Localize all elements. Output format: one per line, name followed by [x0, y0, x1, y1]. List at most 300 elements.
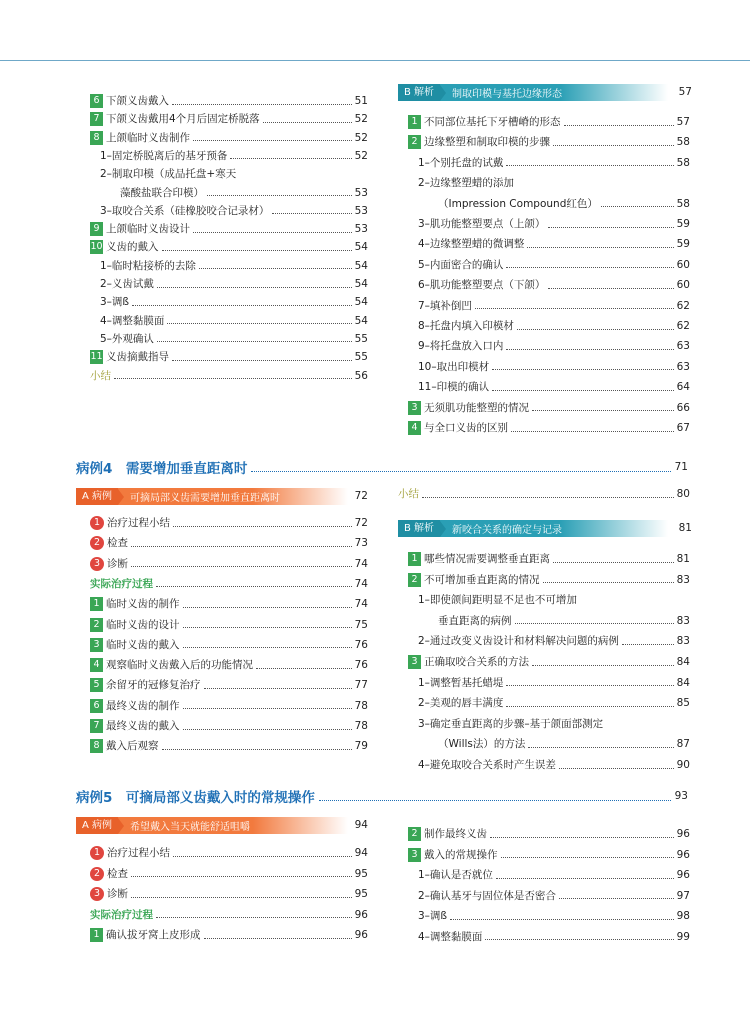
toc-entry[interactable] — [418, 298, 690, 314]
toc-entry[interactable] — [90, 617, 368, 633]
entry-page: 63 — [676, 360, 690, 373]
number-box: 7 — [90, 719, 103, 733]
entry-page: 96 — [354, 929, 368, 941]
entry-page: 74 — [354, 577, 368, 590]
entry-page: 64 — [676, 381, 690, 394]
toc-entry[interactable] — [418, 695, 690, 711]
entry-page: 59 — [676, 218, 690, 230]
entry-page: 74 — [354, 598, 368, 611]
entry-page: 55 — [354, 351, 368, 364]
entry-text: 1–即使颌间距明显不足也不可增加 — [418, 594, 577, 607]
entry-page: 52 — [354, 149, 368, 162]
number-circle: 3 — [90, 887, 104, 901]
entry-page: 90 — [676, 759, 690, 771]
banner-page-number: 57 — [678, 86, 692, 98]
leader-dots — [272, 213, 351, 214]
leader-dots — [183, 729, 352, 730]
leader-dots — [601, 206, 674, 207]
entry-page: 96 — [676, 869, 690, 881]
toc-entry[interactable] — [398, 486, 690, 502]
toc-entry[interactable] — [100, 258, 368, 274]
toc-entry[interactable] — [418, 716, 690, 732]
number-circle: 3 — [90, 557, 104, 571]
entry-text: 1–确认是否就位 — [418, 869, 493, 881]
banner-title: 可摘局部义齿需要增加垂直距离时 — [130, 493, 281, 504]
case4-heading — [76, 457, 688, 477]
entry-text: 1–调整暂基托蜡堤 — [418, 676, 504, 689]
entry-page: 99 — [676, 930, 690, 943]
leader-dots — [517, 329, 674, 330]
entry-page: 84 — [676, 656, 690, 668]
toc-entry[interactable] — [438, 613, 690, 629]
entry-page: 54 — [354, 296, 368, 309]
banner-page — [668, 84, 692, 101]
leader-dots — [506, 349, 673, 350]
toc-entry[interactable] — [408, 551, 690, 567]
toc-entry[interactable] — [90, 738, 368, 754]
entry-page: 83 — [676, 573, 690, 586]
leader-dots — [532, 410, 674, 411]
leader-dots — [131, 566, 352, 567]
leader-dots — [548, 227, 673, 228]
leader-dots — [183, 607, 352, 608]
leader-dots — [156, 917, 352, 918]
toc-entry[interactable] — [418, 338, 690, 354]
entry-text: 3–调ß — [418, 910, 448, 922]
number-box: 3 — [408, 848, 421, 862]
entry-page: 74 — [354, 557, 368, 570]
banner-chevron — [440, 85, 446, 101]
leader-dots — [183, 627, 352, 628]
entry-page: 58 — [676, 156, 690, 169]
leader-dots — [207, 195, 352, 196]
toc-entry[interactable] — [438, 736, 690, 752]
entry-page: 58 — [676, 136, 690, 149]
entry-text: 实际治疗过程 — [90, 908, 153, 921]
number-box: 3 — [408, 655, 421, 669]
entry-page: 98 — [676, 910, 690, 922]
toc-entry[interactable] — [418, 359, 690, 375]
toc-entry[interactable] — [418, 633, 690, 649]
entry-page: 83 — [676, 635, 690, 648]
number-box: 1 — [90, 928, 103, 942]
toc-entry[interactable] — [100, 313, 368, 329]
leader-dots — [204, 938, 352, 939]
number-circle: 2 — [90, 536, 104, 550]
case4-page: 71 — [674, 461, 688, 473]
leader-dots — [183, 708, 352, 709]
entry-page: 67 — [676, 422, 690, 434]
entry-page: 77 — [354, 679, 368, 692]
toc-entry[interactable] — [418, 257, 690, 273]
toc-entry[interactable] — [90, 845, 368, 861]
entry-page: 60 — [676, 279, 690, 292]
header-rule — [0, 60, 750, 61]
entry-text: 观察临时义齿戴入后的功能情况 — [106, 659, 253, 672]
entry-page: 78 — [354, 720, 368, 732]
toc-entry[interactable] — [90, 111, 368, 127]
entry-page: 62 — [676, 299, 690, 312]
banner-title: 新咬合关系的确定与记录 — [452, 525, 563, 536]
entry-page: 55 — [354, 332, 368, 345]
entry-page: 96 — [676, 828, 690, 840]
entry-page: 54 — [354, 278, 368, 290]
leader-dots — [553, 562, 674, 563]
entry-page: 52 — [354, 131, 368, 144]
leader-dots — [506, 165, 673, 166]
number-box: 2 — [408, 573, 421, 587]
entry-page: 76 — [354, 659, 368, 672]
number-circle: 1 — [90, 516, 104, 530]
entry-text: 余留牙的冠修复治疗 — [106, 679, 201, 692]
entry-text: 1–临时粘接桥的去除 — [100, 259, 196, 272]
section-banner-a — [76, 817, 348, 834]
entry-page: 53 — [354, 204, 368, 217]
toc-entry[interactable] — [100, 331, 368, 347]
toc-entry[interactable] — [418, 888, 690, 904]
toc-entry[interactable] — [408, 420, 690, 436]
entry-text: 2–义齿试戴 — [100, 278, 154, 290]
entry-page: 66 — [676, 401, 690, 414]
leader-dots — [114, 378, 352, 379]
entry-page: 54 — [354, 259, 368, 272]
toc-entry[interactable] — [90, 886, 368, 902]
banner-page — [668, 520, 692, 537]
toc-entry[interactable] — [418, 379, 690, 395]
entry-page: 97 — [676, 889, 690, 902]
toc-entry[interactable] — [100, 294, 368, 310]
number-box: 7 — [90, 112, 103, 126]
toc-entry[interactable] — [90, 866, 368, 882]
leader-dots — [131, 546, 352, 547]
toc-entry[interactable] — [408, 826, 690, 842]
entry-page: 63 — [676, 340, 690, 353]
entry-text: 戴入的常规操作 — [424, 848, 498, 861]
section-banner-b — [398, 84, 668, 101]
entry-text: 诊断 — [107, 557, 128, 570]
toc-entry[interactable] — [408, 847, 690, 863]
number-box: 4 — [90, 658, 103, 672]
toc-entry[interactable] — [90, 677, 368, 693]
banner-page-number: 81 — [678, 522, 692, 534]
entry-page: 81 — [676, 553, 690, 565]
number-box: 11 — [90, 351, 103, 363]
entry-page: 58 — [676, 197, 690, 210]
number-box: 6 — [90, 94, 103, 108]
number-circle: 2 — [90, 867, 104, 881]
entry-text: 2–确认基牙与固位体是否密合 — [418, 889, 556, 902]
case5-heading — [76, 786, 688, 806]
entry-text: 不同部位基托下牙槽嵴的形态 — [424, 116, 561, 128]
section-banner-a — [76, 488, 348, 505]
leader-dots — [450, 919, 674, 920]
entry-page: 95 — [354, 888, 368, 900]
entry-page: 78 — [354, 699, 368, 712]
toc-entry[interactable] — [90, 368, 368, 384]
number-box: 1 — [408, 552, 421, 566]
leader-dots — [183, 647, 352, 648]
toc-entry[interactable] — [90, 515, 368, 531]
toc-entry[interactable] — [90, 927, 368, 943]
leader-dots — [559, 768, 674, 769]
toc-entry[interactable] — [100, 203, 368, 219]
toc-entry[interactable] — [438, 196, 690, 212]
number-box: 8 — [90, 739, 103, 753]
case5-title: 病例5 可摘局部义齿戴入时的常规操作 — [76, 790, 315, 806]
entry-text: 1–固定桥脱离后的基牙预备 — [100, 149, 228, 162]
leader-dots — [506, 685, 673, 686]
entry-page: 79 — [354, 740, 368, 753]
leader-dots — [162, 250, 352, 251]
toc-entry[interactable] — [90, 718, 368, 734]
leader-dots — [485, 939, 673, 940]
entry-page: 51 — [354, 95, 368, 107]
banner-title: 制取印模与基托边缘形态 — [452, 89, 563, 100]
entry-text: 7–填补倒凹 — [418, 299, 472, 312]
entry-page: 54 — [354, 241, 368, 254]
entry-text: 8–托盘内填入印模材 — [418, 320, 514, 332]
entry-text: 确认拔牙窝上皮形成 — [106, 929, 201, 941]
banner-page — [348, 488, 368, 505]
banner-label: A 病例 — [76, 488, 118, 505]
number-box: 10 — [90, 241, 103, 253]
banner-chevron — [118, 489, 124, 505]
banner-page-number: 94 — [354, 819, 368, 831]
entry-text: 正确取咬合关系的方法 — [424, 656, 529, 668]
entry-page: 53 — [354, 186, 368, 199]
number-box: 8 — [90, 131, 103, 145]
entry-text: 边缘整塑和制取印模的步骤 — [424, 136, 550, 149]
leader-dots — [559, 898, 674, 899]
entry-page: 54 — [354, 314, 368, 327]
leader-dots — [172, 104, 352, 105]
entry-text: 上颌临时义齿设计 — [106, 223, 190, 236]
entry-text: 10–取出印模材 — [418, 360, 490, 373]
leader-dots — [156, 586, 352, 587]
entry-page: 84 — [676, 676, 690, 689]
banner-label: B 解析 — [398, 84, 440, 101]
toc-entry[interactable] — [418, 675, 690, 691]
toc-entry[interactable] — [408, 400, 690, 416]
number-box: 2 — [408, 827, 421, 841]
leader-dots — [527, 247, 673, 248]
entry-page: 53 — [354, 223, 368, 236]
leader-dots — [162, 749, 352, 750]
entry-page: 52 — [354, 113, 368, 126]
entry-text: 制作最终义齿 — [424, 828, 487, 840]
banner-page-number: 72 — [354, 490, 368, 502]
entry-page: 95 — [354, 867, 368, 880]
entry-page: 80 — [676, 488, 690, 500]
leader-dots — [490, 837, 674, 838]
entry-page: 76 — [354, 638, 368, 651]
number-box: 9 — [90, 222, 103, 236]
toc-entry[interactable] — [100, 276, 368, 292]
leader-dots — [622, 644, 674, 645]
toc-entry[interactable] — [90, 657, 368, 673]
toc-entry[interactable] — [90, 349, 368, 365]
leader-dots — [511, 431, 674, 432]
entry-page: 57 — [676, 116, 690, 128]
toc-entry[interactable] — [418, 592, 690, 608]
entry-text: 义齿的戴入 — [106, 241, 159, 254]
toc-entry[interactable] — [90, 637, 368, 653]
leader-dots — [506, 706, 673, 707]
leader-dots — [528, 747, 673, 748]
entry-text: 上颌临时义齿制作 — [106, 131, 190, 144]
toc-entry[interactable] — [418, 277, 690, 293]
toc-entry[interactable] — [418, 908, 690, 924]
entry-page: 87 — [676, 738, 690, 751]
entry-text: 无须肌功能整塑的情况 — [424, 401, 529, 414]
entry-text: 4–边缘整塑蜡的微调整 — [418, 238, 525, 251]
toc-entry[interactable] — [120, 185, 368, 201]
toc-entry[interactable] — [418, 236, 690, 252]
entry-text: 实际治疗过程 — [90, 577, 153, 590]
leader-dots — [132, 305, 352, 306]
leader-dots — [204, 688, 352, 689]
entry-text: 2–通过改变义齿设计和材料解决问题的病例 — [418, 635, 619, 648]
number-box: 2 — [90, 618, 103, 632]
entry-text: （Impression Compound红色） — [438, 197, 598, 210]
leader-dots — [131, 876, 352, 877]
section-banner-b — [398, 520, 668, 537]
toc-entry[interactable] — [90, 576, 368, 592]
toc-entry[interactable] — [90, 130, 368, 146]
toc-entry[interactable] — [90, 221, 368, 237]
toc-entry[interactable] — [418, 867, 690, 883]
entry-page: 85 — [676, 697, 690, 710]
leader-dots — [532, 665, 674, 666]
toc-entry[interactable] — [408, 572, 690, 588]
leader-dots — [172, 360, 352, 361]
toc-entry[interactable] — [100, 166, 368, 182]
toc-entry[interactable] — [90, 698, 368, 714]
number-box: 6 — [90, 699, 103, 713]
entry-text: 3–确定垂直距离的步骤–基于颌面部测定 — [418, 717, 604, 730]
banner-chevron — [118, 818, 124, 834]
entry-text: 9–将托盘放入口内 — [418, 340, 504, 353]
banner-label: A 病例 — [76, 817, 118, 834]
entry-page: 75 — [354, 618, 368, 631]
number-box: 3 — [408, 401, 421, 415]
toc-entry[interactable] — [100, 148, 368, 164]
entry-text: 哪些情况需要调整垂直距离 — [424, 553, 550, 565]
entry-text: 诊断 — [107, 888, 128, 900]
number-box: 4 — [408, 421, 421, 435]
number-box: 5 — [90, 678, 103, 692]
leader-dots — [157, 287, 352, 288]
entry-text: 戴入后观察 — [106, 740, 159, 753]
entry-text: 4–调整黏膜面 — [100, 314, 165, 327]
toc-entry[interactable] — [90, 93, 368, 109]
toc-entry[interactable] — [408, 654, 690, 670]
leader-dots — [173, 856, 352, 857]
entry-text: 2–美观的唇丰满度 — [418, 697, 504, 710]
toc-entry[interactable] — [418, 318, 690, 334]
banner-page — [348, 817, 368, 834]
leader-dots — [157, 341, 352, 342]
entry-text: 11–印模的确认 — [418, 381, 490, 394]
toc-entry[interactable] — [90, 535, 368, 551]
case4-title: 病例4 需要增加垂直距离时 — [76, 461, 248, 477]
entry-text: 小结 — [90, 369, 111, 382]
entry-text: 义齿摘戴指导 — [106, 351, 169, 364]
entry-page: 60 — [676, 258, 690, 271]
leader-dots — [553, 145, 674, 146]
entry-page: 59 — [676, 238, 690, 251]
leader-dots — [564, 125, 674, 126]
entry-text: 2–制取印模（成品托盘+寒天 — [100, 168, 237, 181]
leader-dots — [193, 140, 352, 141]
toc-entry[interactable] — [90, 239, 368, 255]
entry-text: 1–个别托盘的试戴 — [418, 156, 504, 169]
entry-text: 垂直距离的病例 — [438, 614, 512, 627]
entry-page: 94 — [354, 847, 368, 859]
leader-dots — [515, 623, 674, 624]
leader-dots — [193, 232, 352, 233]
entry-page: 83 — [676, 614, 690, 627]
toc-entry[interactable] — [90, 907, 368, 923]
banner-chevron — [440, 521, 446, 537]
entry-text: 藻酸盐联合印模） — [120, 186, 204, 199]
entry-text: 下颌义齿戴入 — [106, 95, 169, 107]
entry-text: 3–取咬合关系（硅橡胶咬合记录材） — [100, 204, 270, 217]
toc-entry[interactable] — [90, 556, 368, 572]
number-box: 2 — [408, 135, 421, 149]
entry-text: 2–边缘整塑蜡的添加 — [418, 177, 514, 190]
number-box: 1 — [408, 115, 421, 129]
leader-dots — [251, 471, 670, 472]
entry-text: 检查 — [107, 537, 128, 550]
toc-entry[interactable] — [90, 596, 368, 612]
entry-text: 临时义齿的戴入 — [106, 638, 180, 651]
entry-text: 下颌义齿戴用4个月后固定桥脱落 — [106, 113, 260, 126]
entry-text: 5–内面密合的确认 — [418, 258, 504, 271]
leader-dots — [492, 369, 674, 370]
leader-dots — [256, 668, 352, 669]
leader-dots — [173, 526, 352, 527]
entry-page: 96 — [354, 908, 368, 921]
entry-page: 56 — [354, 369, 368, 382]
leader-dots — [131, 897, 352, 898]
entry-text: 最终义齿的制作 — [106, 699, 180, 712]
leader-dots — [501, 857, 674, 858]
entry-text: 4–避免取咬合关系时产生误差 — [418, 759, 556, 771]
leader-dots — [506, 267, 673, 268]
toc-entry[interactable] — [418, 175, 690, 191]
leader-dots — [199, 268, 352, 269]
toc-entry[interactable] — [418, 216, 690, 232]
toc-entry[interactable] — [418, 757, 690, 773]
entry-text: 小结 — [398, 488, 419, 500]
toc-entry[interactable] — [408, 114, 690, 130]
entry-page: 72 — [354, 517, 368, 529]
leader-dots — [496, 878, 674, 879]
toc-entry[interactable] — [418, 929, 690, 945]
toc-entry[interactable] — [408, 134, 690, 150]
toc-entry[interactable] — [418, 155, 690, 171]
entry-text: 3–调ß — [100, 296, 130, 309]
entry-text: 5–外观确认 — [100, 332, 154, 345]
entry-text: 3–肌功能整塑要点（上颌） — [418, 218, 546, 230]
entry-text: 4–调整黏膜面 — [418, 930, 483, 943]
entry-text: 不可增加垂直距离的情况 — [424, 573, 540, 586]
case5-page: 93 — [674, 790, 688, 802]
entry-text: 6–肌功能整塑要点（下颌） — [418, 279, 546, 292]
entry-page: 73 — [354, 537, 368, 550]
leader-dots — [475, 308, 674, 309]
